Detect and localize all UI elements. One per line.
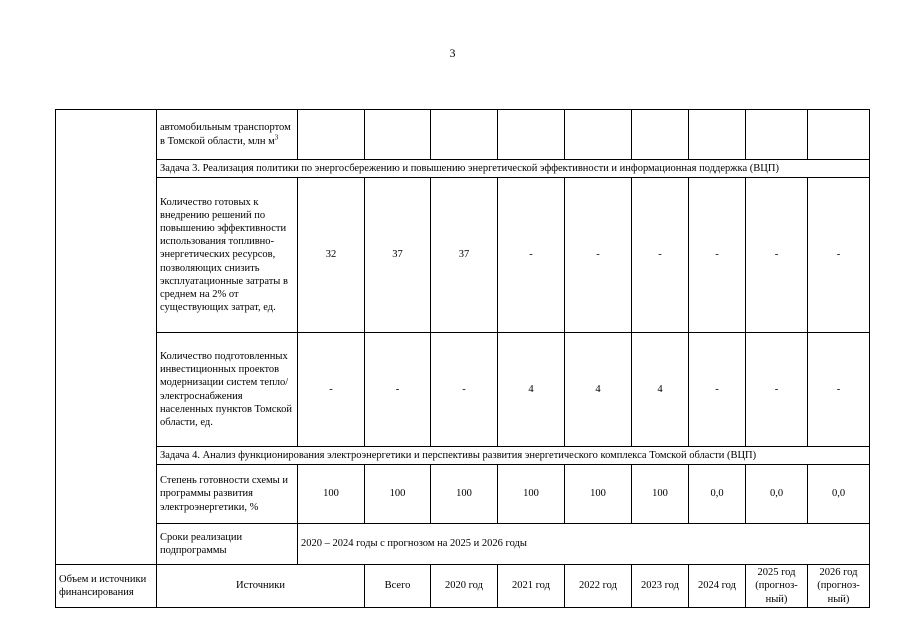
unit-superscript: 3	[274, 133, 279, 141]
table-row-financing	[56, 565, 870, 608]
task-3-heading: Задача 3. Реализация политики по энергосбережению и повышению энергетической эффективности и информационная поддержка (ВЦП)	[157, 160, 870, 178]
value-cell: 100	[565, 465, 632, 524]
value-cell: -	[365, 333, 431, 447]
value-cell: 4	[565, 333, 632, 447]
sources-header: Источники	[157, 565, 365, 608]
financing-column-header: 2023 год	[632, 565, 689, 608]
value-cell: -	[689, 178, 746, 333]
value-cell: -	[632, 178, 689, 333]
value-cell: -	[746, 178, 808, 333]
value-cell: 37	[431, 178, 498, 333]
indicator-cell	[157, 110, 298, 160]
value-cell	[365, 110, 431, 160]
value-cell: 100	[365, 465, 431, 524]
value-cell: -	[565, 178, 632, 333]
value-cell: -	[808, 333, 870, 447]
financing-column-header: 2020 год	[431, 565, 498, 608]
table-row-investment-projects	[56, 333, 870, 447]
indicator-cell: Количество подготовленных инвестиционных проектов модернизации систем тепло/электроснабжения населенных пунктов Томской области, ед.	[157, 333, 298, 447]
value-cell: 100	[632, 465, 689, 524]
value-cell: 4	[498, 333, 565, 447]
indicator-text: автомобильным транспортом в Томской области, млн м	[160, 122, 291, 147]
value-cell: -	[298, 333, 365, 447]
value-cell	[498, 110, 565, 160]
value-cell	[298, 110, 365, 160]
value-cell: 100	[431, 465, 498, 524]
value-cell	[746, 110, 808, 160]
financing-column-header: 2022 год	[565, 565, 632, 608]
value-cell: -	[431, 333, 498, 447]
table-row-auto-transport	[56, 110, 870, 160]
table-row-task-4	[56, 447, 870, 465]
value-cell: 0,0	[808, 465, 870, 524]
value-cell: 0,0	[746, 465, 808, 524]
value-cell: -	[689, 333, 746, 447]
subprogram-indicators-table	[55, 109, 870, 608]
terms-label: Сроки реализации подпрограммы	[157, 524, 298, 565]
value-cell: 100	[298, 465, 365, 524]
value-cell: 37	[365, 178, 431, 333]
terms-value: 2020 – 2024 годы с прогнозом на 2025 и 2026 годы	[298, 524, 870, 565]
financing-column-header: 2021 год	[498, 565, 565, 608]
value-cell: -	[808, 178, 870, 333]
value-cell: 32	[298, 178, 365, 333]
value-cell	[632, 110, 689, 160]
page-number: 3	[449, 46, 456, 60]
financing-column-header: 2024 год	[689, 565, 746, 608]
value-cell	[565, 110, 632, 160]
empty-cell	[56, 110, 157, 565]
value-cell	[808, 110, 870, 160]
task-4-heading: Задача 4. Анализ функционирования электроэнергетики и перспективы развития энергетического комплекса Томской области (ВЦП)	[157, 447, 870, 465]
table-row-readiness-degree	[56, 465, 870, 524]
financing-column-header: Всего	[365, 565, 431, 608]
financing-column-header: 2025 год (прогноз-ный)	[746, 565, 808, 608]
table-row-task-3	[56, 160, 870, 178]
value-cell: 4	[632, 333, 689, 447]
table-row-implementation-terms	[56, 524, 870, 565]
value-cell: 0,0	[689, 465, 746, 524]
value-cell: -	[498, 178, 565, 333]
indicator-cell: Количество готовых к внедрению решений по повышению эффективности использования топливно-энергетических ресурсов, позволяющих снизить эксплуатационные затраты в среднем на 2% от существующих затрат, ед.	[157, 178, 298, 333]
value-cell	[689, 110, 746, 160]
value-cell: 100	[498, 465, 565, 524]
financing-column-header: 2026 год (прогноз-ный)	[808, 565, 870, 608]
value-cell: -	[746, 333, 808, 447]
table-row-ready-solutions	[56, 178, 870, 333]
value-cell	[431, 110, 498, 160]
indicator-cell: Степень готовности схемы и программы развития электроэнергетики, %	[157, 465, 298, 524]
financing-label: Объем и источники финансирования	[56, 565, 157, 608]
